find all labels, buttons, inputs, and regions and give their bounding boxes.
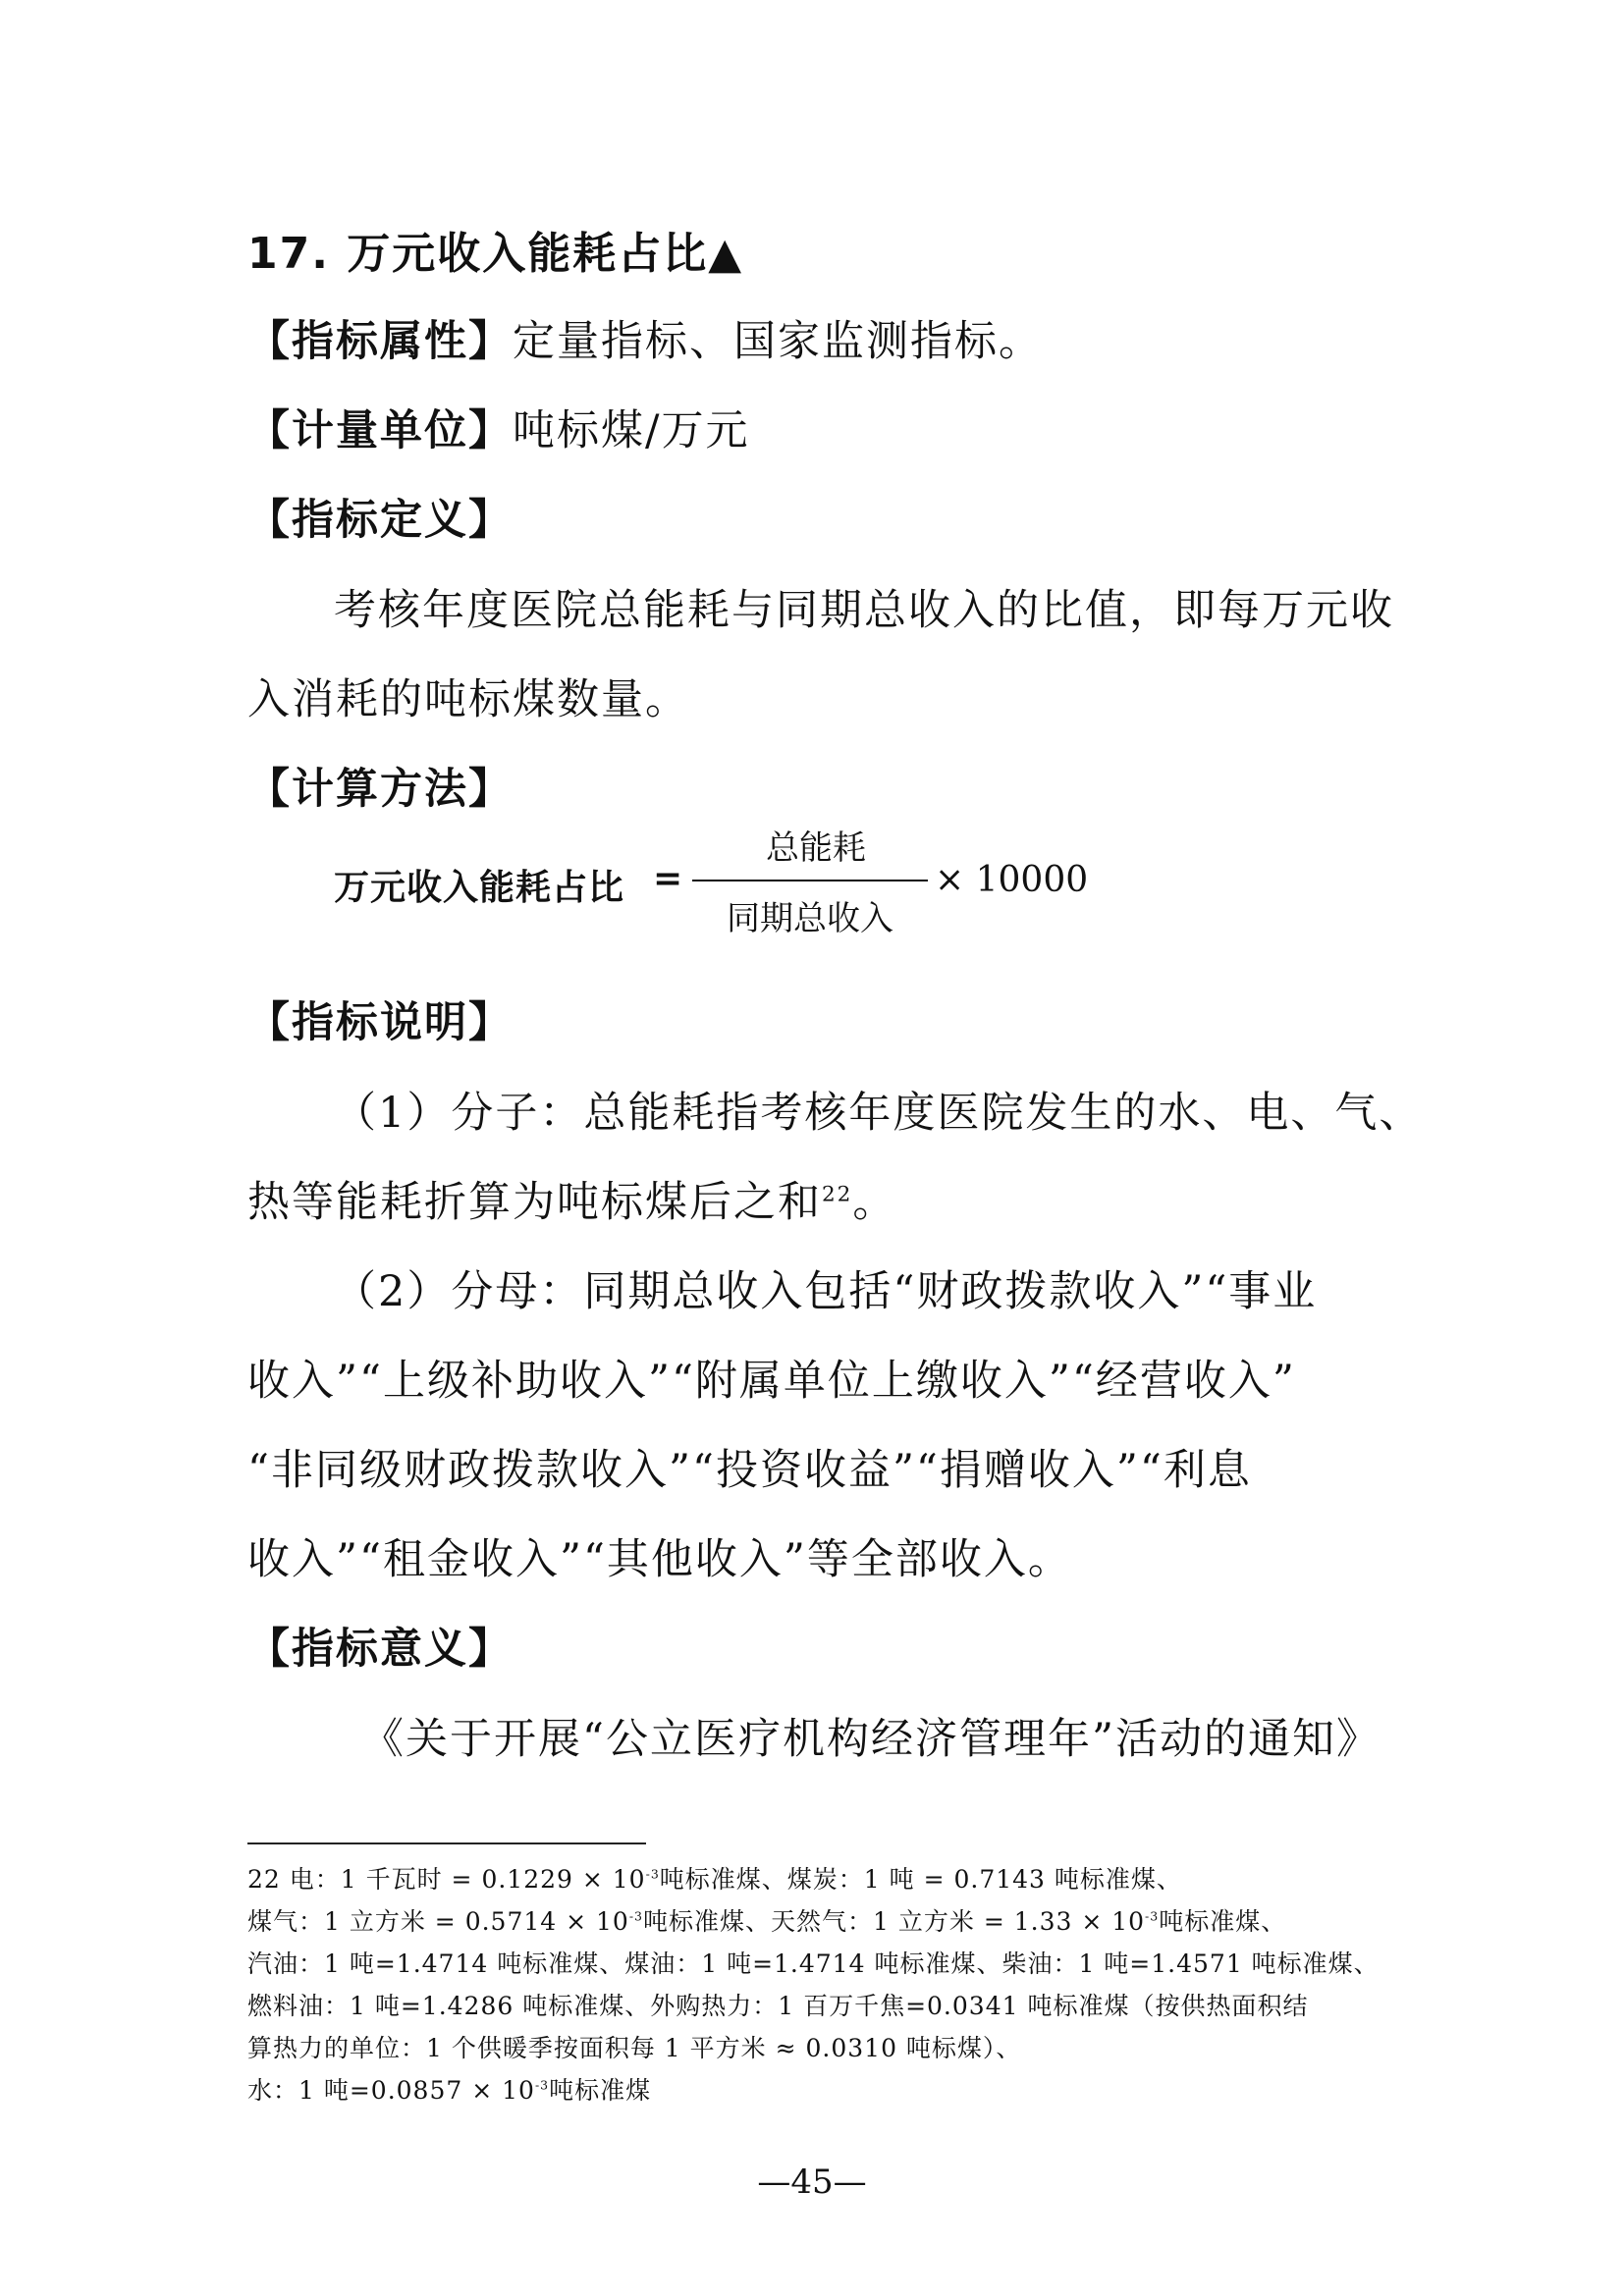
footnote-exponent: -3 bbox=[1145, 1908, 1160, 1924]
footnote-exponent: -3 bbox=[534, 2077, 550, 2093]
footnote-line-4: 燃料油：1 吨=1.4286 吨标准煤、外购热力：1 百万千焦=0.0341 吨标准煤（按供热面积结 bbox=[247, 1992, 1309, 2020]
attribute-value: 定量指标、国家监测指标。 bbox=[513, 317, 1043, 366]
footnote-line-3: 汽油：1 吨=1.4714 吨标准煤、煤油：1 吨=1.4714 吨标准煤、柴油：1 吨=1.4571 吨标准煤、 bbox=[247, 1949, 1380, 1978]
footnote-text: 水：1 吨=0.0857 × 10 bbox=[247, 2076, 535, 2105]
page-number: —45— bbox=[757, 2163, 867, 2202]
definition-line-2: 入消耗的吨标煤数量。 bbox=[247, 675, 689, 724]
section-title: 17. 万元收入能耗占比▲ bbox=[247, 229, 744, 279]
explanation-p1-line-2 bbox=[247, 1169, 896, 1229]
formula-numerator: 总能耗 bbox=[766, 828, 866, 868]
footnote-text: 吨标准煤、煤炭：1 吨 = 0.7143 吨标准煤、 bbox=[659, 1865, 1182, 1894]
fraction-bar bbox=[692, 880, 928, 881]
footnote-line-2 bbox=[247, 1902, 1286, 1938]
footnote-reference[interactable]: 22 bbox=[822, 1182, 853, 1207]
footnote-line-5: 算热力的单位：1 个供暖季按面积每 1 平方米 ≈ 0.0310 吨标煤）、 bbox=[247, 2034, 1022, 2062]
explanation-p2-line-4: 收入”“租金收入”“其他收入”等全部收入。 bbox=[247, 1535, 1072, 1584]
calculation-label: 【计算方法】 bbox=[247, 765, 513, 814]
significance-line-1: 《关于开展“公立医疗机构经济管理年”活动的通知》 bbox=[361, 1715, 1380, 1764]
footnote-divider bbox=[247, 1842, 646, 1844]
footnote-text: 吨标准煤 bbox=[549, 2076, 652, 2105]
explanation-p2-line-1: （2）分母：同期总收入包括“财政拨款收入”“事业 bbox=[334, 1267, 1318, 1316]
footnote-exponent: -3 bbox=[628, 1908, 644, 1924]
significance-label: 【指标意义】 bbox=[247, 1625, 513, 1674]
explanation-p1-text: 热等能耗折算为吨标煤后之和 bbox=[247, 1178, 822, 1227]
definition-line-1: 考核年度医院总能耗与同期总收入的比值，即每万元收 bbox=[334, 586, 1394, 635]
formula-lhs: 万元收入能耗占比 bbox=[334, 868, 625, 908]
footnote-exponent: -3 bbox=[645, 1866, 660, 1882]
attribute-label: 【指标属性】 bbox=[247, 317, 513, 366]
unit-value: 吨标煤/万元 bbox=[513, 406, 750, 455]
unit-label: 【计量单位】 bbox=[247, 406, 513, 455]
attribute-line bbox=[247, 308, 1043, 368]
formula-multiplier: × 10000 bbox=[935, 860, 1089, 900]
footnote-text: 22 电：1 千瓦时 = 0.1229 × 10 bbox=[247, 1865, 646, 1894]
explanation-p2-line-3: “非同级财政拨款收入”“投资收益”“捐赠收入”“利息 bbox=[247, 1446, 1252, 1495]
definition-label: 【指标定义】 bbox=[247, 496, 513, 545]
explanation-label: 【指标说明】 bbox=[247, 998, 513, 1047]
footnote-line-6 bbox=[247, 2071, 651, 2107]
footnote-text: 煤气：1 立方米 = 0.5714 × 10 bbox=[247, 1907, 629, 1936]
footnote-line-1 bbox=[247, 1860, 1182, 1896]
footnote-text: 吨标准煤、 bbox=[1159, 1907, 1287, 1936]
formula bbox=[334, 823, 1100, 940]
footnote-text: 吨标准煤、天然气：1 立方米 = 1.33 × 10 bbox=[643, 1907, 1146, 1936]
formula-denominator: 同期总收入 bbox=[727, 899, 893, 938]
explanation-p1-line-1: （1）分子：总能耗指考核年度医院发生的水、电、气、 bbox=[334, 1089, 1424, 1138]
explanation-p1-end: 。 bbox=[852, 1178, 897, 1227]
unit-line bbox=[247, 398, 750, 457]
explanation-p2-line-2: 收入”“上级补助收入”“附属单位上缴收入”“经营收入” bbox=[247, 1357, 1296, 1406]
formula-equals: = bbox=[653, 858, 683, 899]
